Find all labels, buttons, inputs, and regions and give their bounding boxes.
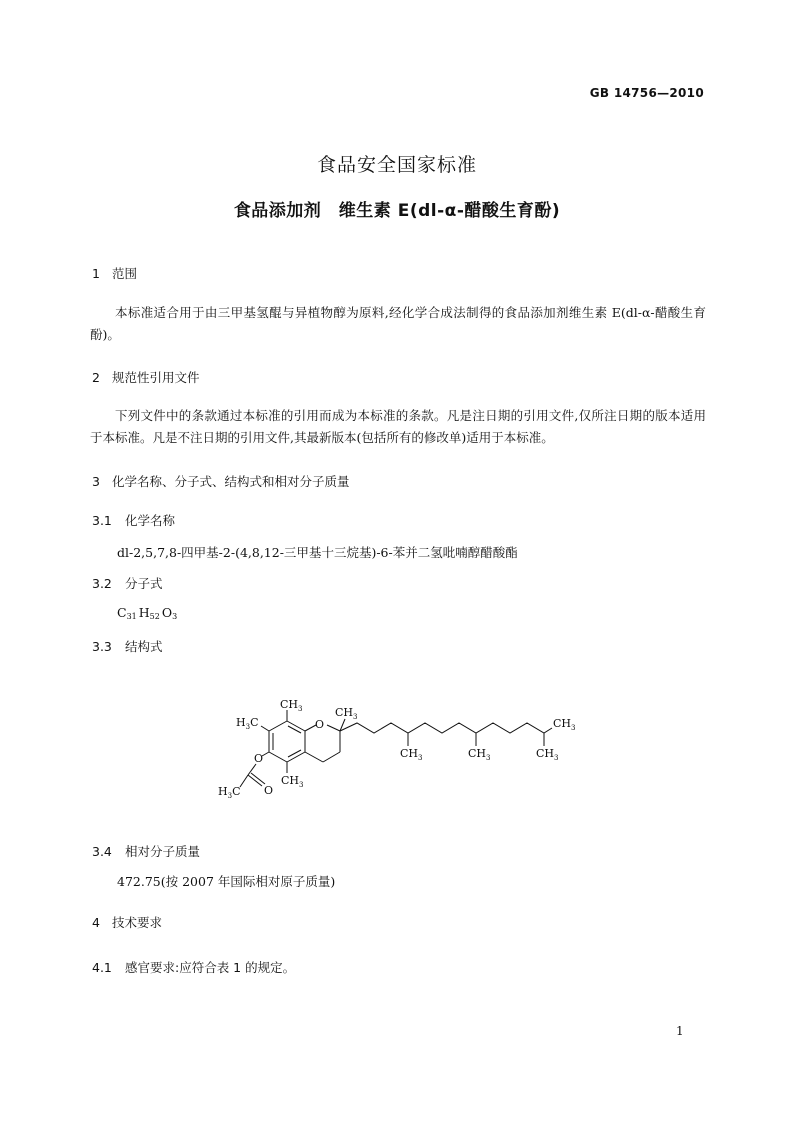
label-ch3-bottom: $CH_3$ [281,774,304,789]
section-title: 范围 [112,266,138,281]
chemical-name: dl-2,5,7,8-四甲基-2-(4,8,12-三甲基十三烷基)-6-苯并二氢吡喃醇醋酸酯 [117,545,518,560]
section-4-heading [92,913,162,931]
section-title: 化学名称 [125,513,176,528]
section-1-heading [92,264,137,282]
section-number: 4 [92,915,100,930]
section-2-heading [92,368,200,386]
section-number: 3.4 [92,844,112,859]
molecular-formula: $C_{31}$ $H_{52}$ $O_3$ [117,605,178,621]
section-3-3-heading [92,637,163,655]
section-number: 3 [92,474,100,489]
label-ch3-branch-1: $CH_3$ [400,747,423,762]
section-number: 4.1 [92,960,112,975]
molecular-mass: 472.75(按 2007 年国际相对原子质量) [117,874,336,889]
label-o-ester: O [254,752,264,765]
label-o-carbonyl: O [264,784,274,797]
section-title: 分子式 [125,576,163,591]
section-number: 3.3 [92,639,112,654]
standard-code: GB 14756—2010 [589,86,704,100]
section-number: 2 [92,370,100,385]
section-number: 3.1 [92,513,112,528]
section-3-heading [92,472,350,490]
section-1-body: 本标准适合用于由三甲基氢醌与异植物醇为原料,经化学合成法制得的食品添加剂维生素 E(dl-α-醋酸生育酚)。 [90,305,706,342]
section-title: 化学名称、分子式、结构式和相对分子质量 [112,474,350,489]
section-title: 感官要求:应符合表 1 的规定。 [125,960,296,975]
document-title: 食品安全国家标准 [316,154,477,176]
page-number: 1 [676,1024,684,1038]
label-ch3-top: $CH_3$ [280,698,303,713]
label-h3c-left: $H_3C$ [236,716,259,731]
label-o-ring: O [315,718,325,731]
section-2-body: 下列文件中的条款通过本标准的引用而成为本标准的条款。凡是注日期的引用文件,仅所注日期的版本适用于本标准。凡是不注日期的引用文件,其最新版本(包括所有的修改单)适用于本标准。 [90,408,706,445]
label-ch3-quat: $CH_3$ [335,706,358,721]
section-3-1-heading [92,511,175,529]
section-title: 相对分子质量 [125,844,201,859]
document-subtitle: 食品添加剂 维生素 E(dl-α-醋酸生育酚) [233,201,561,221]
section-title: 规范性引用文件 [112,370,200,385]
section-title: 结构式 [125,639,163,654]
section-3-4-heading [92,842,200,860]
structural-formula-diagram [215,690,585,805]
section-3-2-heading [92,574,163,592]
section-title: 技术要求 [112,915,163,930]
label-ch3-end: $CH_3$ [553,717,576,732]
label-ch3-branch-3: $CH_3$ [536,747,559,762]
label-ch3-branch-2: $CH_3$ [468,747,491,762]
section-number: 3.2 [92,576,112,591]
section-4-1-heading [92,958,295,976]
label-h3c-acetyl: $H_3C$ [218,785,241,800]
section-number: 1 [92,266,100,281]
